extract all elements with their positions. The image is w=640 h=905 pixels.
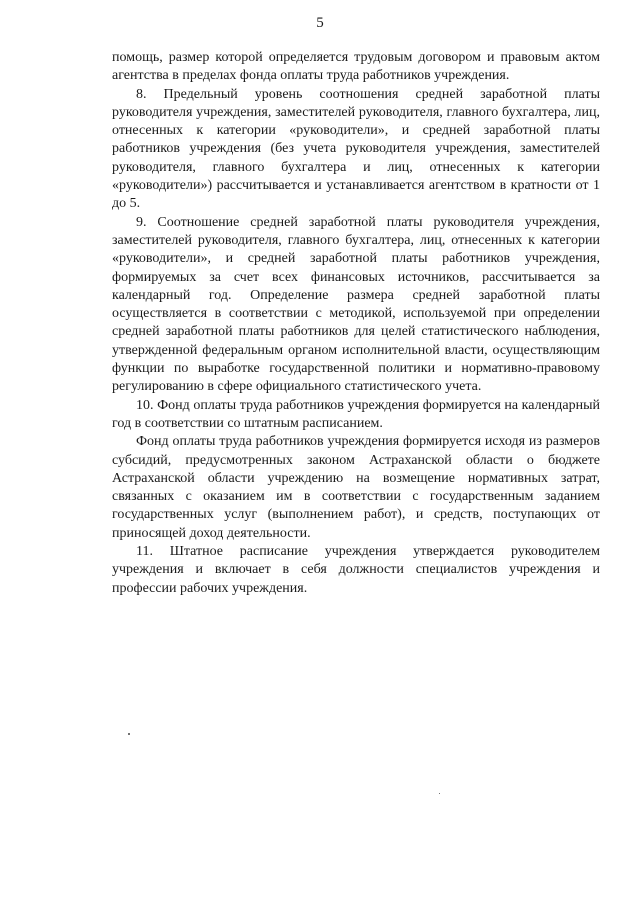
paragraph-10: 10. Фонд оплаты труда работников учреждения формируется на календарный год в соответствии со штатным расписанием. xyxy=(112,397,600,431)
scan-speck xyxy=(439,793,440,794)
page-number: 5 xyxy=(316,15,324,31)
paragraph-11: 11. Штатное расписание учреждения утверждается руководителем учреждения и включает в себя должности специалистов учреждения и профессии рабочих учреждения. xyxy=(112,544,600,596)
paragraph-10-continued: Фонд оплаты труда работников учреждения формируется исходя из размеров субсидий, предусмотренных законом Астраханской области о бюджете Астраханской области учреждению на возмещение нормативных затрат, связанных с оказанием им в соответствии с государственным заданием государственных услуг (выполнением работ), и средств, поступающих от приносящей доход деятельности. xyxy=(112,434,600,541)
scan-speck xyxy=(128,733,130,735)
paragraph-8: 8. Предельный уровень соотношения средней заработной платы руководителя учреждения, заместителей руководителя, главного бухгалтера, лиц, отнесенных к категории «руководители», и средней заработной платы работников учреждения (без учета руководителя учреждения, заместителей руководителя, главного бухгалтера и лиц, отнесенных к категории «руководители») рассчитывается и устанавливается агентством в кратности от 1 до 5. xyxy=(112,86,600,212)
paragraph-continuation: помощь, размер которой определяется трудовым договором и правовым актом агентства в пределах фонда оплаты труда работников учреждения. xyxy=(112,50,600,84)
paragraph-9: 9. Соотношение средней заработной платы руководителя учреждения, заместителей руководителя, главного бухгалтера, лиц, отнесенных к категории «руководители», и средней заработной платы работников учреждения, формируемых за счет всех финансовых источников, рассчитывается за календарный год. Определение размера средней заработной платы осуществляется в соответствии с методикой, используемой при определении средней заработной платы работников для целей статистического наблюдения, утвержденной федеральным органом исполнительной власти, осуществляющим функции по выработке государственной политики и нормативно-правовому регулированию в сфере официального статистического учета. xyxy=(112,214,600,395)
document-body xyxy=(112,49,600,598)
